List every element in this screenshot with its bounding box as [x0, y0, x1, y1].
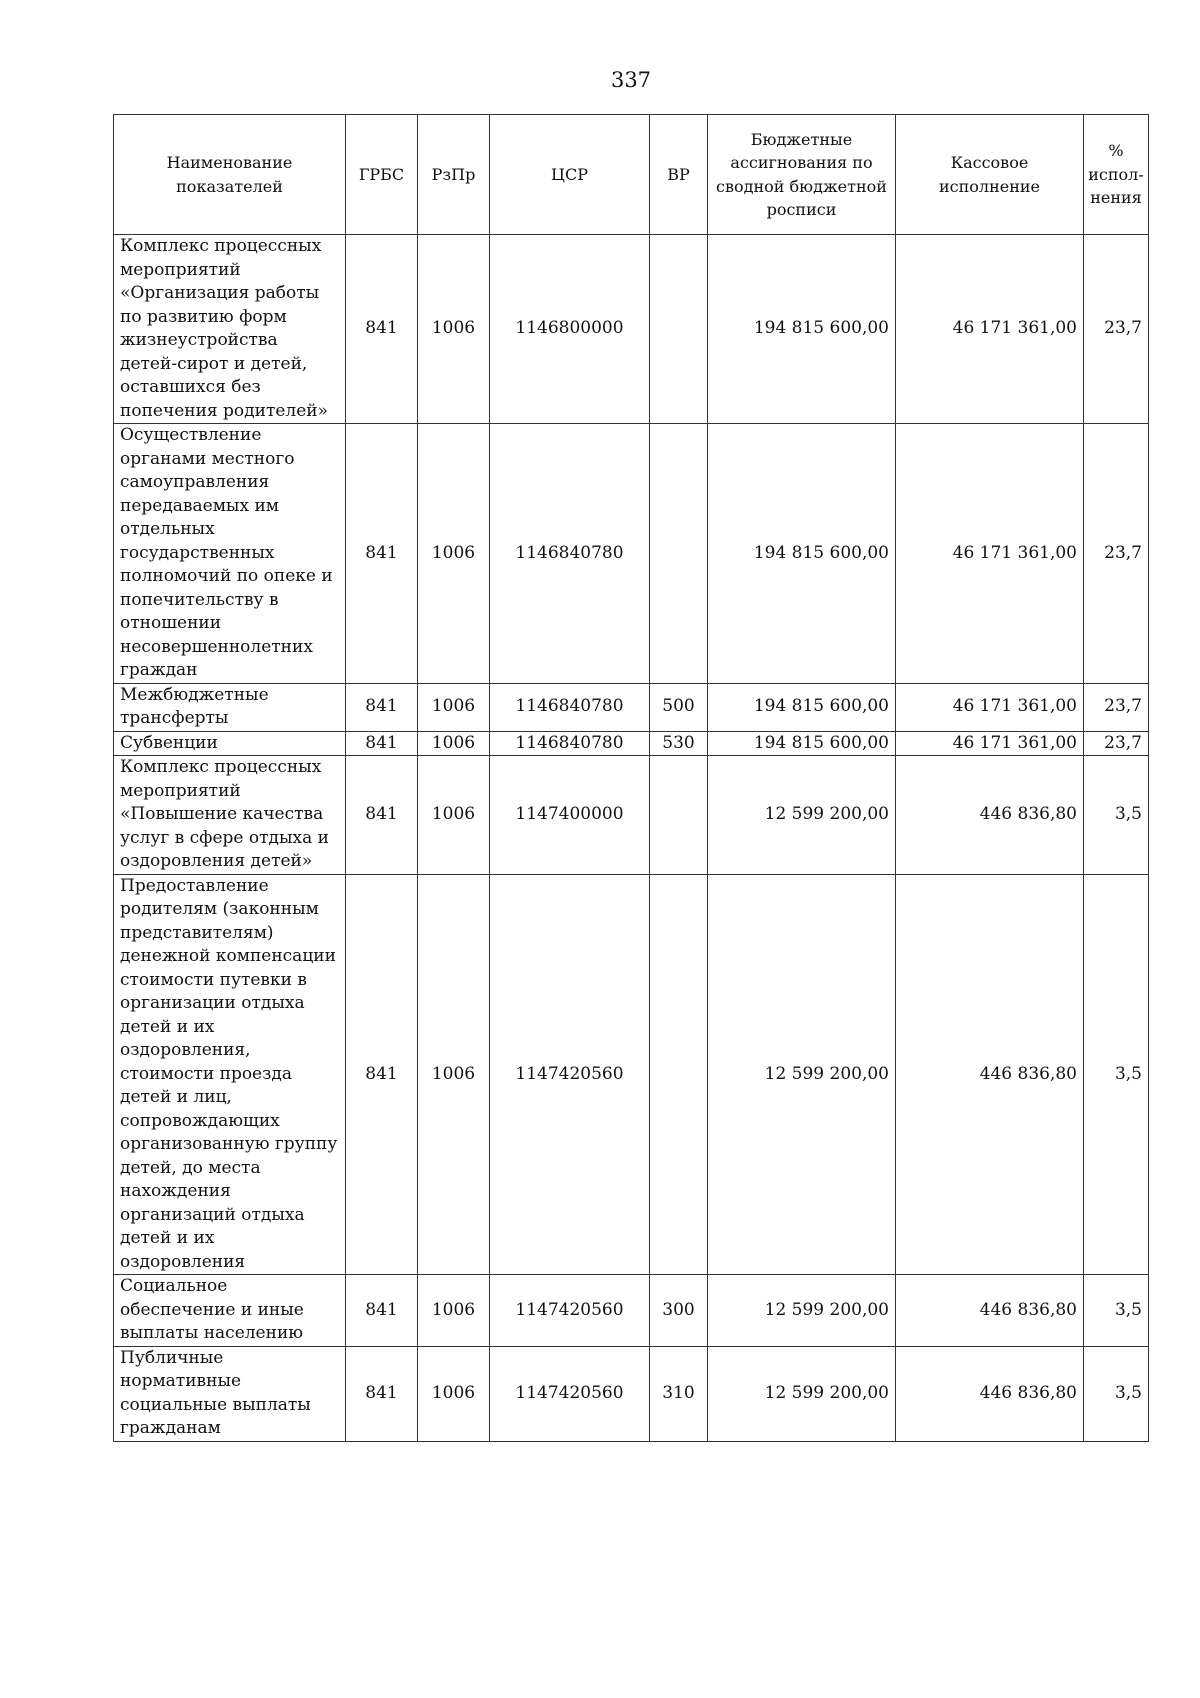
page-number: 337 — [610, 68, 652, 92]
table-row — [114, 874, 1149, 1275]
row-pct: 23,7 — [1084, 235, 1149, 424]
table-row — [114, 1275, 1149, 1347]
row-cash: 446 836,80 — [896, 1346, 1084, 1441]
row-cash: 46 171 361,00 — [896, 683, 1084, 731]
row-cash: 446 836,80 — [896, 874, 1084, 1275]
row-vr: 500 — [650, 683, 708, 731]
table-row — [114, 731, 1149, 756]
row-pct: 3,5 — [1084, 756, 1149, 875]
row-name: Комплекс процессных мероприятий «Организация работы по развитию форм жизнеустройства детей-сирот и детей, оставшихся без попечения родителей» — [114, 235, 346, 424]
row-budget: 12 599 200,00 — [708, 874, 896, 1275]
row-csr: 1147420560 — [490, 874, 650, 1275]
row-cash: 446 836,80 — [896, 1275, 1084, 1347]
header-grbs: ГРБС — [346, 115, 418, 235]
row-cash: 46 171 361,00 — [896, 731, 1084, 756]
row-grbs: 841 — [346, 1346, 418, 1441]
row-grbs: 841 — [346, 874, 418, 1275]
header-csr: ЦСР — [490, 115, 650, 235]
row-vr: 310 — [650, 1346, 708, 1441]
table-row — [114, 1346, 1149, 1441]
row-cash: 46 171 361,00 — [896, 424, 1084, 684]
row-vr — [650, 235, 708, 424]
row-rzpr: 1006 — [418, 731, 490, 756]
row-name: Комплекс процессных мероприятий «Повышение качества услуг в сфере отдыха и оздоровления детей» — [114, 756, 346, 875]
row-vr — [650, 424, 708, 684]
row-rzpr: 1006 — [418, 1346, 490, 1441]
row-budget: 194 815 600,00 — [708, 235, 896, 424]
row-pct: 3,5 — [1084, 1275, 1149, 1347]
row-csr: 1146840780 — [490, 731, 650, 756]
row-csr: 1147420560 — [490, 1275, 650, 1347]
row-name: Социальное обеспечение и иные выплаты населению — [114, 1275, 346, 1347]
row-rzpr: 1006 — [418, 235, 490, 424]
table-row — [114, 424, 1149, 684]
header-name: Наименование показателей — [114, 115, 346, 235]
row-pct: 3,5 — [1084, 1346, 1149, 1441]
row-rzpr: 1006 — [418, 424, 490, 684]
row-name: Предоставление родителям (законным представителям) денежной компенсации стоимости путевки в организации отдыха детей и их оздоровления, стоимости проезда детей и лиц, сопровождающих организованную группу детей, до места нахождения организаций отдыха детей и их оздоровления — [114, 874, 346, 1275]
row-rzpr: 1006 — [418, 874, 490, 1275]
row-csr: 1146840780 — [490, 683, 650, 731]
row-pct: 3,5 — [1084, 874, 1149, 1275]
header-cash: Кассовое исполнение — [896, 115, 1084, 235]
row-grbs: 841 — [346, 235, 418, 424]
row-name: Субвенции — [114, 731, 346, 756]
row-csr: 1146800000 — [490, 235, 650, 424]
row-pct: 23,7 — [1084, 424, 1149, 684]
row-cash: 46 171 361,00 — [896, 235, 1084, 424]
row-name: Публичные нормативные социальные выплаты гражданам — [114, 1346, 346, 1441]
table-row — [114, 683, 1149, 731]
header-budget: Бюджетные ассигнования по сводной бюджетной росписи — [708, 115, 896, 235]
table-row — [114, 235, 1149, 424]
row-csr: 1147400000 — [490, 756, 650, 875]
row-vr: 300 — [650, 1275, 708, 1347]
row-budget: 194 815 600,00 — [708, 731, 896, 756]
row-grbs: 841 — [346, 424, 418, 684]
row-grbs: 841 — [346, 1275, 418, 1347]
row-grbs: 841 — [346, 731, 418, 756]
budget-execution-table — [113, 114, 1149, 1442]
row-rzpr: 1006 — [418, 1275, 490, 1347]
row-pct: 23,7 — [1084, 731, 1149, 756]
header-pct: % испол-нения — [1084, 115, 1149, 235]
row-vr — [650, 874, 708, 1275]
row-budget: 194 815 600,00 — [708, 683, 896, 731]
row-vr — [650, 756, 708, 875]
header-rzpr: РзПр — [418, 115, 490, 235]
table-header-row — [114, 115, 1149, 235]
row-budget: 194 815 600,00 — [708, 424, 896, 684]
row-budget: 12 599 200,00 — [708, 1346, 896, 1441]
row-cash: 446 836,80 — [896, 756, 1084, 875]
row-budget: 12 599 200,00 — [708, 1275, 896, 1347]
row-grbs: 841 — [346, 756, 418, 875]
row-rzpr: 1006 — [418, 683, 490, 731]
header-vr: ВР — [650, 115, 708, 235]
row-rzpr: 1006 — [418, 756, 490, 875]
row-pct: 23,7 — [1084, 683, 1149, 731]
row-name: Межбюджетные трансферты — [114, 683, 346, 731]
row-csr: 1147420560 — [490, 1346, 650, 1441]
row-grbs: 841 — [346, 683, 418, 731]
row-name: Осуществление органами местного самоуправления передаваемых им отдельных государственных полномочий по опеке и попечительству в отношении несовершеннолетних граждан — [114, 424, 346, 684]
row-csr: 1146840780 — [490, 424, 650, 684]
row-budget: 12 599 200,00 — [708, 756, 896, 875]
row-vr: 530 — [650, 731, 708, 756]
table-row — [114, 756, 1149, 875]
